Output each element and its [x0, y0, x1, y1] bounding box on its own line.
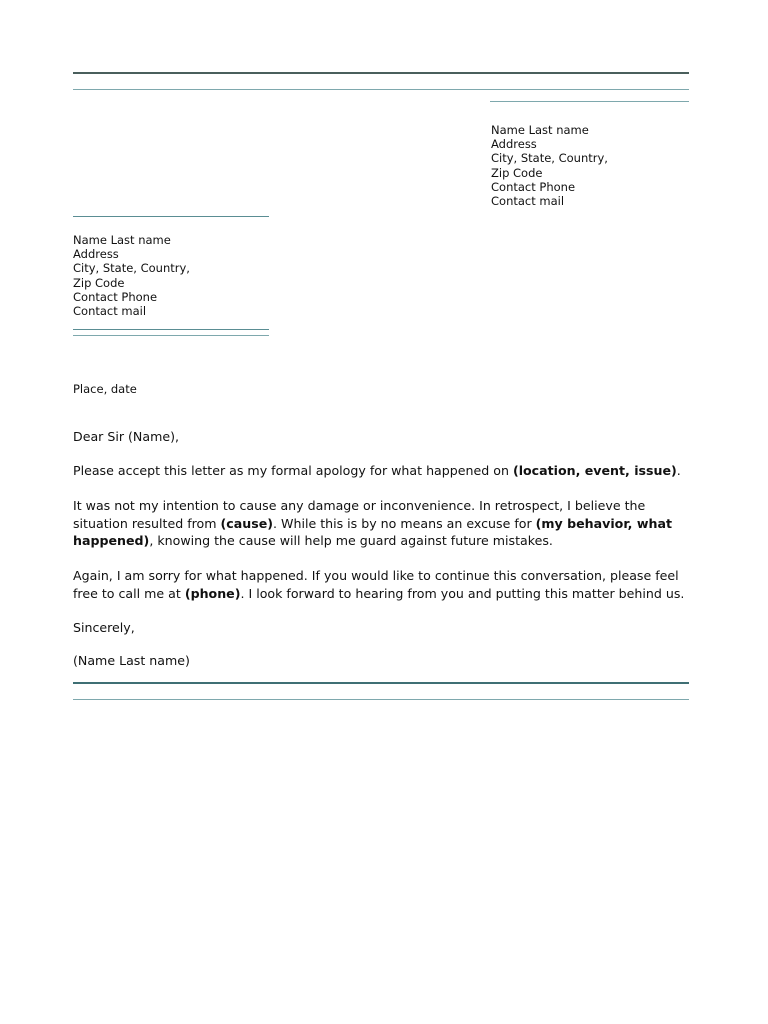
place-date: Place, date — [73, 382, 137, 396]
sender-phone: Contact Phone — [491, 179, 576, 194]
sender-rule-top — [490, 101, 689, 102]
recipient-name: Name Last name — [73, 233, 171, 247]
sender-address-block — [491, 123, 608, 208]
recipient-rule-bottom-2 — [73, 335, 269, 336]
recipient-address: Address — [73, 247, 119, 262]
sender-mail: Contact mail — [491, 194, 565, 209]
sender-address: Address — [491, 137, 537, 152]
paragraph-1 — [73, 462, 698, 480]
paragraph-2-bold-2: (my behavior, what happened) — [73, 515, 672, 548]
recipient-zip: Zip Code — [73, 275, 125, 290]
sender-city: City, State, Country, — [491, 151, 608, 166]
paragraph-1-text: Please accept this letter as my formal apology for what happened on — [73, 463, 513, 478]
paragraph-3-bold-1: (phone) — [184, 585, 241, 601]
recipient-city: City, State, Country, — [73, 261, 190, 276]
paragraph-1-end: . — [676, 463, 681, 478]
paragraph-1-bold: (location, event, issue) — [512, 463, 677, 478]
paragraph-2 — [73, 497, 698, 550]
salutation: Dear Sir (Name), — [73, 429, 180, 444]
recipient-rule-top — [73, 216, 269, 217]
paragraph-2-text-1: It was not my intention to cause any damage or inconvenience. In retrospect, I believe the situation resulted from — [73, 498, 646, 531]
recipient-rule-bottom-1 — [73, 329, 269, 330]
paragraph-2-bold-1: (cause) — [220, 515, 273, 531]
paragraph-2-text-2: . While this is by no means an excuse for — [273, 515, 536, 531]
paragraph-2-text-3: , knowing the cause will help me guard against future mistakes. — [149, 533, 553, 548]
sender-name: Name Last name — [491, 123, 589, 137]
signature: (Name Last name) — [73, 653, 190, 668]
sender-zip: Zip Code — [491, 165, 543, 180]
recipient-address-block — [73, 233, 190, 318]
paragraph-3-text-1: Again, I am sorry for what happened. If you would like to continue this conversation, please feel free to call me at — [73, 568, 679, 601]
paragraph-3 — [73, 567, 698, 602]
top-rule-1 — [73, 72, 689, 74]
closing: Sincerely, — [73, 620, 135, 635]
recipient-phone: Contact Phone — [73, 289, 158, 304]
bottom-rule-2 — [73, 699, 689, 700]
bottom-rule-1 — [73, 682, 689, 684]
top-rule-2 — [73, 89, 689, 90]
paragraph-3-text-2: . I look forward to hearing from you and putting this matter behind us. — [240, 585, 685, 601]
recipient-mail: Contact mail — [73, 304, 147, 319]
